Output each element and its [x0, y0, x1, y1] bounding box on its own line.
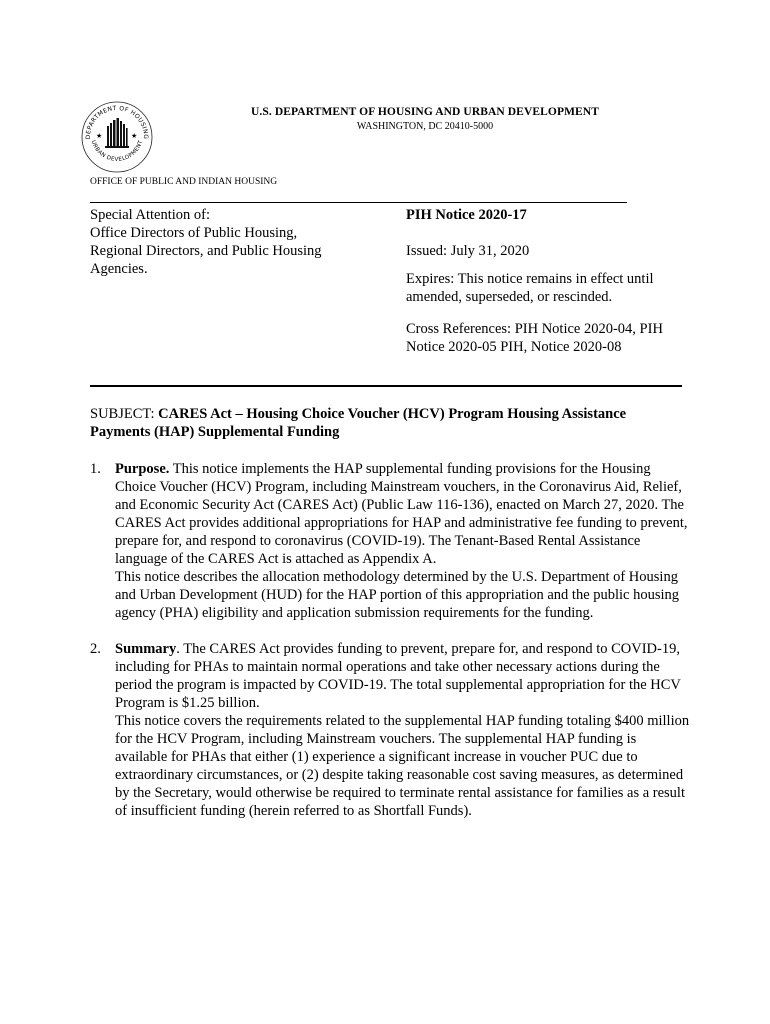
- attention-line: Agencies.: [90, 261, 148, 277]
- notice-info-block: [406, 206, 696, 356]
- svg-text:★: ★: [96, 132, 103, 140]
- issued-date: Issued: July 31, 2020: [406, 243, 530, 259]
- attention-line: Regional Directors, and Public Housing: [90, 243, 322, 259]
- expires-line: amended, superseded, or rescinded.: [406, 289, 613, 305]
- header-divider: [90, 202, 627, 203]
- subject-line: [90, 405, 690, 441]
- office-name: OFFICE OF PUBLIC AND INDIAN HOUSING: [90, 177, 278, 187]
- section-summary: [90, 640, 690, 820]
- expires-line: Expires: This notice remains in effect until: [406, 271, 654, 287]
- section-text: . The CARES Act provides funding to prevent, prepare for, and respond to COVID-19, including for PHAs to maintain normal operations and take other necessary actions during the period the program is impacted by COVID-19. The total supplemental appropriation for the HCV Program is $1.25 billion.: [115, 641, 681, 711]
- section-purpose: [90, 460, 690, 622]
- attention-line: Office Directors of Public Housing,: [90, 225, 298, 241]
- svg-text:★: ★: [131, 132, 138, 140]
- section-text: This notice describes the allocation methodology determined by the U.S. Department of Housing and Urban Development (HUD) for the HAP portion of this appropriation and the public housing agency (PHA) eligibility and application submission requirements for the funding.: [115, 569, 680, 621]
- section-heading: Purpose.: [115, 461, 170, 477]
- section-text: This notice implements the HAP supplemental funding provisions for the Housing Choice Voucher (HCV) Program, including Mainstream vouchers, in the Coronavirus Aid, Relief, and Economic Security Act (CARES Act) (Public Law 116-136), enacted on March 27, 2020. The CARES Act provides additional appropriations for HAP and administrative fee funding to prevent, prepare for, and respond to coronavirus (COVID-19). The Tenant-Based Rental Assistance language of the CARES Act is attached as Appendix A.: [115, 461, 688, 567]
- notice-title: PIH Notice 2020-17: [406, 207, 527, 223]
- section-number: 1.: [90, 461, 101, 477]
- cross-references-line: Notice 2020-05 PIH, Notice 2020-08: [406, 339, 622, 355]
- section-heading: Summary: [115, 641, 177, 657]
- hud-seal-logo: [80, 100, 154, 174]
- attention-label: Special Attention of:: [90, 207, 211, 223]
- cross-references-line: Cross References: PIH Notice 2020-04, PIH: [406, 321, 663, 337]
- svg-text:URBAN DEVELOPMENT: URBAN DEVELOPMENT: [89, 139, 145, 163]
- section-text: This notice covers the requirements related to the supplemental HAP funding totaling $400 million for the HCV Program, including Mainstream vouchers. The supplemental HAP funding is available for PHAs that either (1) experience a significant increase in voucher PUC due to extraordinary circumstances, or (2) despite taking reasonable cost saving measures, as determined by the Secretary, would otherwise be required to terminate rental assistance for families as a result of insufficient funding (herein referred to as Shortfall Funds).: [115, 713, 690, 819]
- section-number: 2.: [90, 641, 101, 657]
- attention-block: [90, 206, 390, 278]
- department-name: U.S. DEPARTMENT OF HOUSING AND URBAN DEVELOPMENT: [251, 106, 599, 118]
- notice-body: [90, 460, 690, 838]
- svg-text:DEPARTMENT OF HOUSING: DEPARTMENT OF HOUSING: [84, 104, 150, 140]
- section-divider: [90, 385, 682, 387]
- subject-title: CARES Act – Housing Choice Voucher (HCV) Program Housing Assistance Payments (HAP) Supplemental Funding: [90, 406, 627, 440]
- department-address: WASHINGTON, DC 20410-5000: [356, 121, 494, 132]
- subject-label: SUBJECT:: [90, 406, 159, 422]
